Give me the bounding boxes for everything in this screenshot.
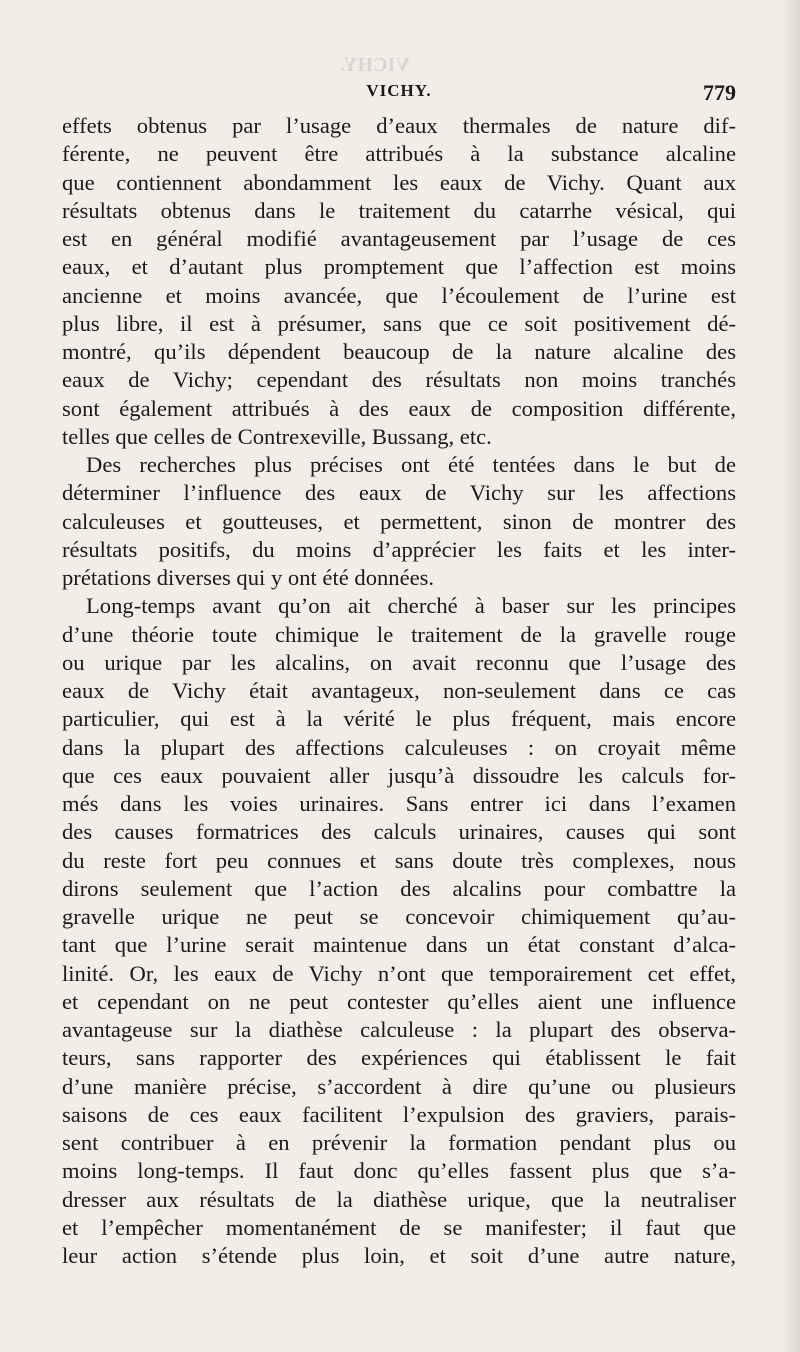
text-line-paragraph-start: Des recherches plus précises ont été tentées dans le but de xyxy=(86,452,736,477)
text-line: férente, ne peuvent être attribués à la substance alcaline xyxy=(62,141,736,167)
text-line: més dans les voies urinaires. Sans entrer ici dans l’examen xyxy=(62,791,736,816)
text-line: d’une manière précise, s’accordent à dire qu’une ou plusieurs xyxy=(62,1073,736,1099)
text-line: montré, qu’ils dépendent beaucoup de la nature alcaline des xyxy=(62,339,736,364)
text-line: déterminer l’influence des eaux de Vichy sur les affections xyxy=(62,480,736,506)
text-line: teurs, sans rapporter des expériences qui établissent le fait xyxy=(62,1045,736,1071)
text-line: eaux, et d’autant plus promptement que l’affection est moins xyxy=(62,254,736,280)
text-line: dresser aux résultats de la diathèse urique, que la neutraliser xyxy=(62,1186,736,1212)
text-line: gravelle urique ne peut se concevoir chimiquement qu’au- xyxy=(62,904,736,929)
text-line: linité. Or, les eaux de Vichy n’ont que temporairement cet effet, xyxy=(62,960,736,986)
text-line: résultats positifs, du moins d’apprécier les faits et les inter- xyxy=(62,536,736,562)
text-line: sont également attribués à des eaux de composition différente, xyxy=(62,395,736,421)
show-through-text: VICHY. xyxy=(340,54,410,76)
text-line: que contiennent abondamment les eaux de Vichy. Quant aux xyxy=(62,169,736,195)
text-line: avantageuse sur la diathèse calculeuse : la plupart des observa- xyxy=(62,1017,736,1042)
text-line: sent contribuer à en prévenir la formation pendant plus ou xyxy=(62,1130,736,1155)
text-line: ancienne et moins avancée, que l’écoulement de l’urine est xyxy=(62,282,736,308)
text-line: est en général modifié avantageusement par l’usage de ces xyxy=(62,226,736,251)
text-line: et l’empêcher momentanément de se manifester; il faut que xyxy=(62,1214,736,1240)
text-line: calculeuses et goutteuses, et permettent, sinon de montrer des xyxy=(62,508,736,534)
text-line: que ces eaux pouvaient aller jusqu’à dissoudre les calculs for- xyxy=(62,762,736,788)
text-line: dirons seulement que l’action des alcalins pour combattre la xyxy=(62,875,736,901)
text-line: et cependant on ne peut contester qu’elles aient une influence xyxy=(62,988,736,1014)
text-line: ou urique par les alcalins, on avait reconnu que l’usage des xyxy=(62,649,736,675)
page-edge-shadow xyxy=(782,0,800,1352)
text-line: particulier, qui est à la vérité le plus fréquent, mais encore xyxy=(62,706,736,732)
text-line: du reste fort peu connues et sans doute très complexes, nous xyxy=(62,847,736,873)
text-line: dans la plupart des affections calculeuses : on croyait même xyxy=(62,734,736,760)
page-body-text xyxy=(62,112,736,1270)
text-line: moins long-temps. Il faut donc qu’elles fassent plus que s’a- xyxy=(62,1158,736,1184)
text-line: effets obtenus par l’usage d’eaux thermales de nature dif- xyxy=(62,113,736,138)
text-line: tant que l’urine serait maintenue dans un état constant d’alca- xyxy=(62,932,736,958)
text-line: résultats obtenus dans le traitement du catarrhe vésical, qui xyxy=(62,197,736,223)
text-line-paragraph-start: Long-temps avant qu’on ait cherché à baser sur les principes xyxy=(86,593,736,619)
text-line: eaux de Vichy était avantageux, non-seulement dans ce cas xyxy=(62,678,736,703)
text-line-paragraph-end: telles que celles de Contrexeville, Bussang, etc. xyxy=(62,423,492,449)
text-line: leur action s’étende plus loin, et soit d’une autre nature, xyxy=(62,1243,736,1268)
page-header xyxy=(62,80,736,104)
text-line: d’une théorie toute chimique le traitement de la gravelle rouge xyxy=(62,621,736,647)
text-line: plus libre, il est à présumer, sans que ce soit positivement dé- xyxy=(62,310,736,336)
running-title: VICHY. xyxy=(366,81,432,100)
page-number: 779 xyxy=(703,80,736,105)
text-line: saisons de ces eaux facilitent l’expulsion des graviers, parais- xyxy=(62,1101,736,1127)
text-line: des causes formatrices des calculs urinaires, causes qui sont xyxy=(62,819,736,845)
text-line-paragraph-end: prétations diverses qui y ont été données. xyxy=(62,565,435,590)
text-line: eaux de Vichy; cependant des résultats non moins tranchés xyxy=(62,367,736,393)
